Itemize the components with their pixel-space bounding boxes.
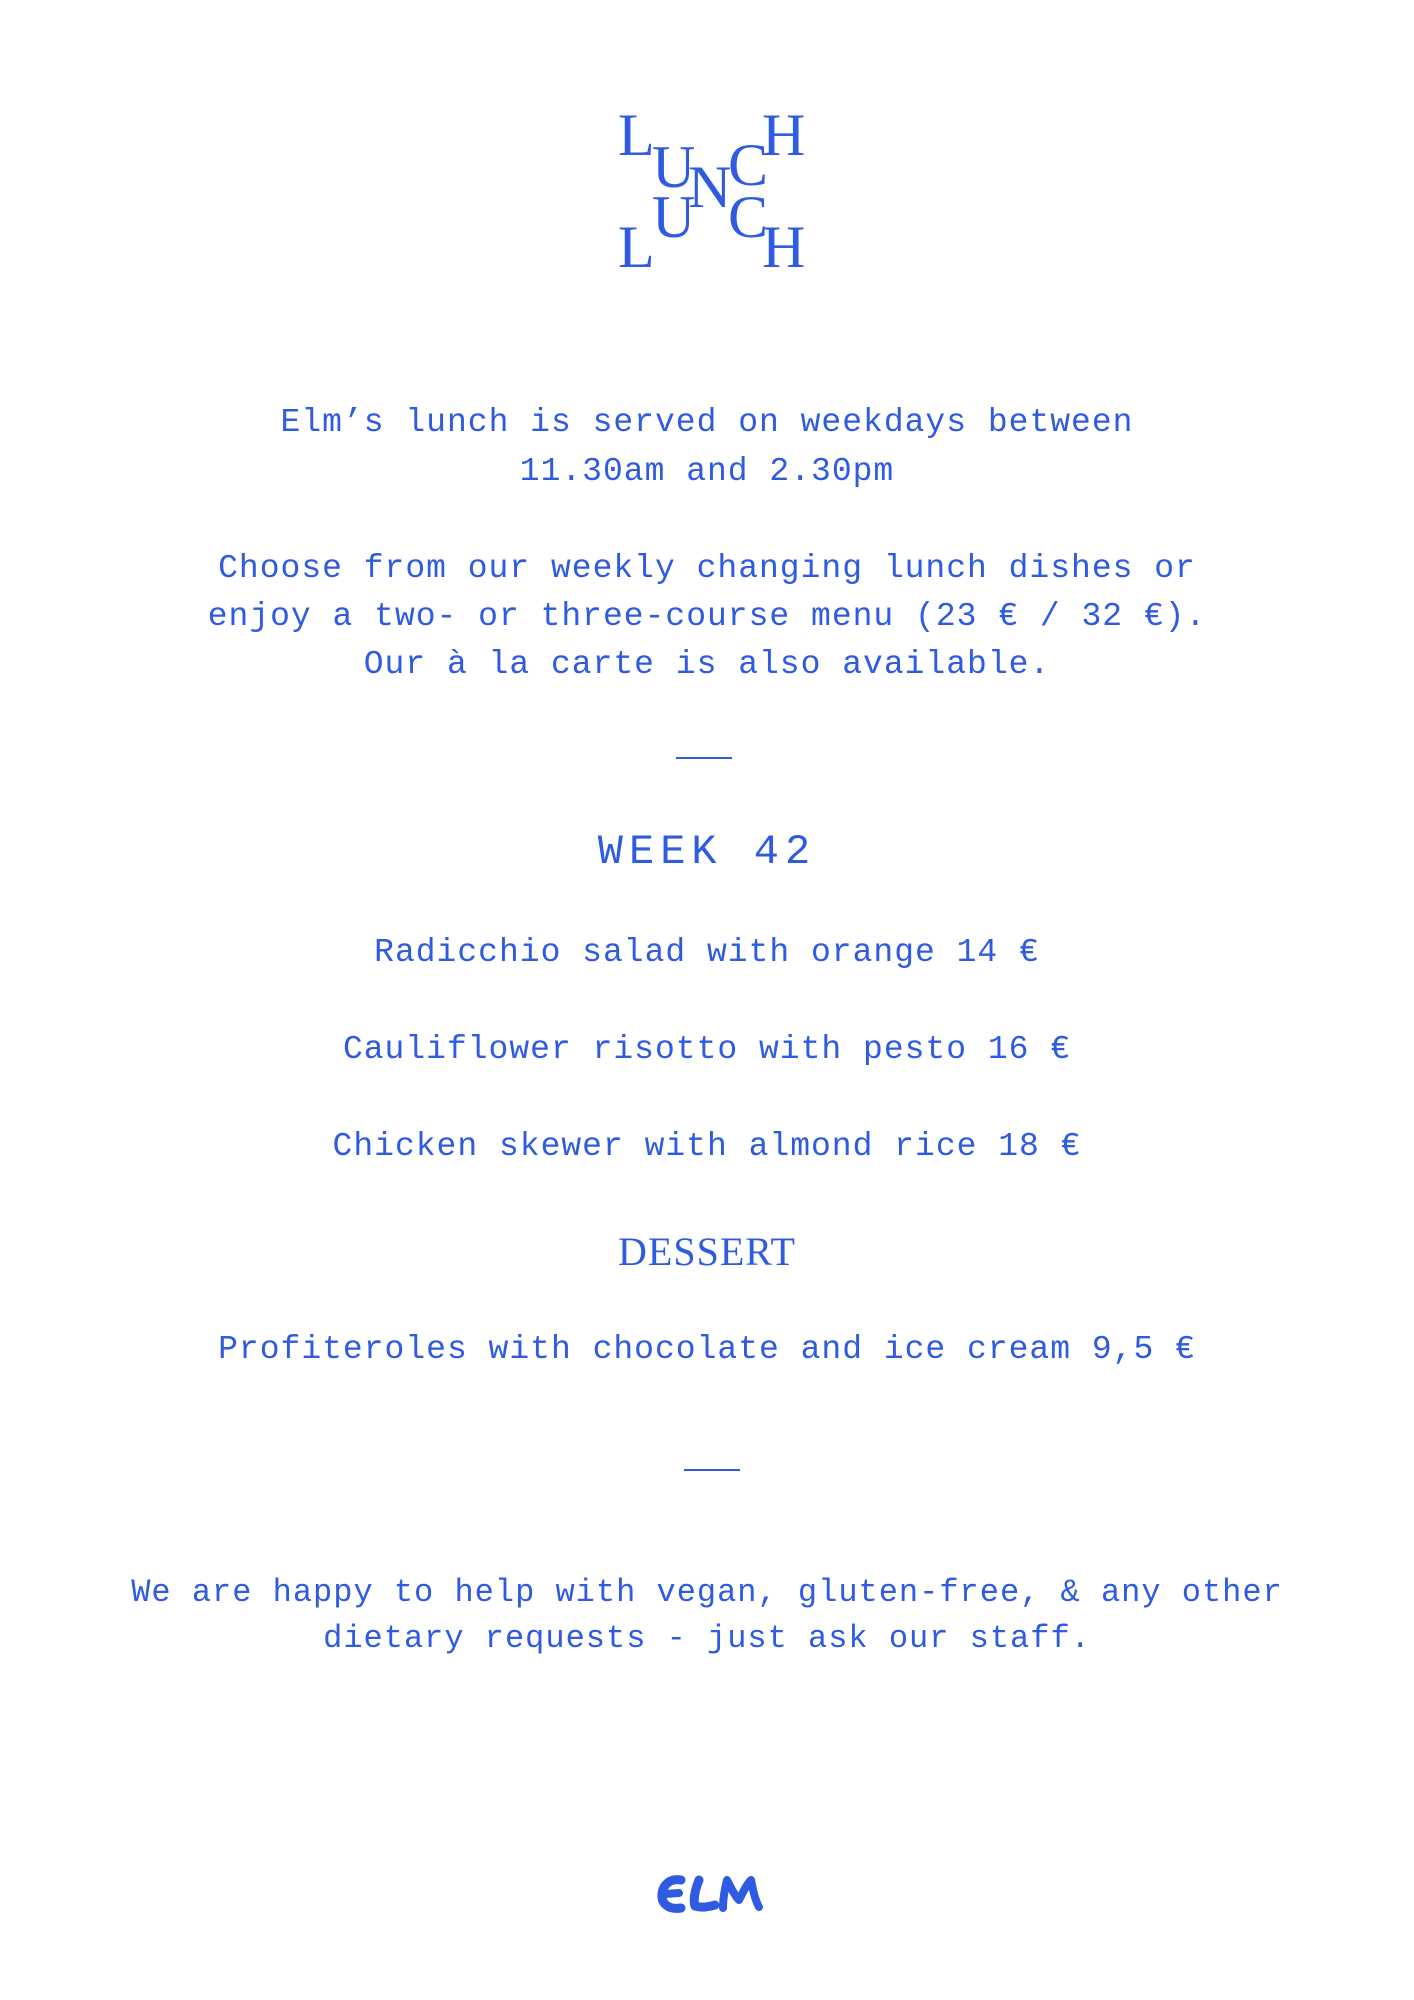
- dish-item: Cauliflower risotto with pesto 16 €: [342, 1031, 1072, 1068]
- logo-letter: N: [688, 154, 732, 220]
- dietary-note-line-1: We are happy to help with vegan, gluten-free, & any other: [131, 1574, 1283, 1611]
- hours-line-1: Elm’s lunch is served on weekdays between: [280, 404, 1134, 441]
- logo-letter: H: [762, 214, 806, 280]
- divider: [684, 1469, 740, 1471]
- dessert-item: Profiteroles with chocolate and ice cream 9,5 €: [218, 1331, 1196, 1368]
- dessert-title: DESSERT: [618, 1229, 796, 1274]
- divider: [676, 757, 732, 759]
- logo-letter: C: [728, 184, 769, 250]
- dish-item: Chicken skewer with almond rice 18 €: [332, 1128, 1082, 1165]
- logo-letter: U: [652, 134, 696, 200]
- logo-letter: C: [728, 132, 769, 198]
- logo-letter: L: [618, 102, 655, 168]
- lunch-logo: [600, 102, 820, 285]
- hours-line-2: 11.30am and 2.30pm: [519, 453, 895, 490]
- choose-line-2: enjoy a two- or three-course menu (23 € / 32 €).: [207, 598, 1207, 635]
- logo-letter: L: [618, 214, 655, 280]
- elm-logo: [655, 1870, 771, 1920]
- dish-item: Radicchio salad with orange 14 €: [374, 934, 1040, 971]
- week-title: WEEK 42: [597, 828, 817, 876]
- choose-line-1: Choose from our weekly changing lunch dishes or: [218, 550, 1196, 587]
- choose-line-3: Our à la carte is also available.: [363, 646, 1051, 683]
- logo-letter: U: [652, 184, 696, 250]
- dietary-note-line-2: dietary requests - just ask our staff.: [323, 1620, 1091, 1657]
- logo-letter: H: [762, 102, 806, 168]
